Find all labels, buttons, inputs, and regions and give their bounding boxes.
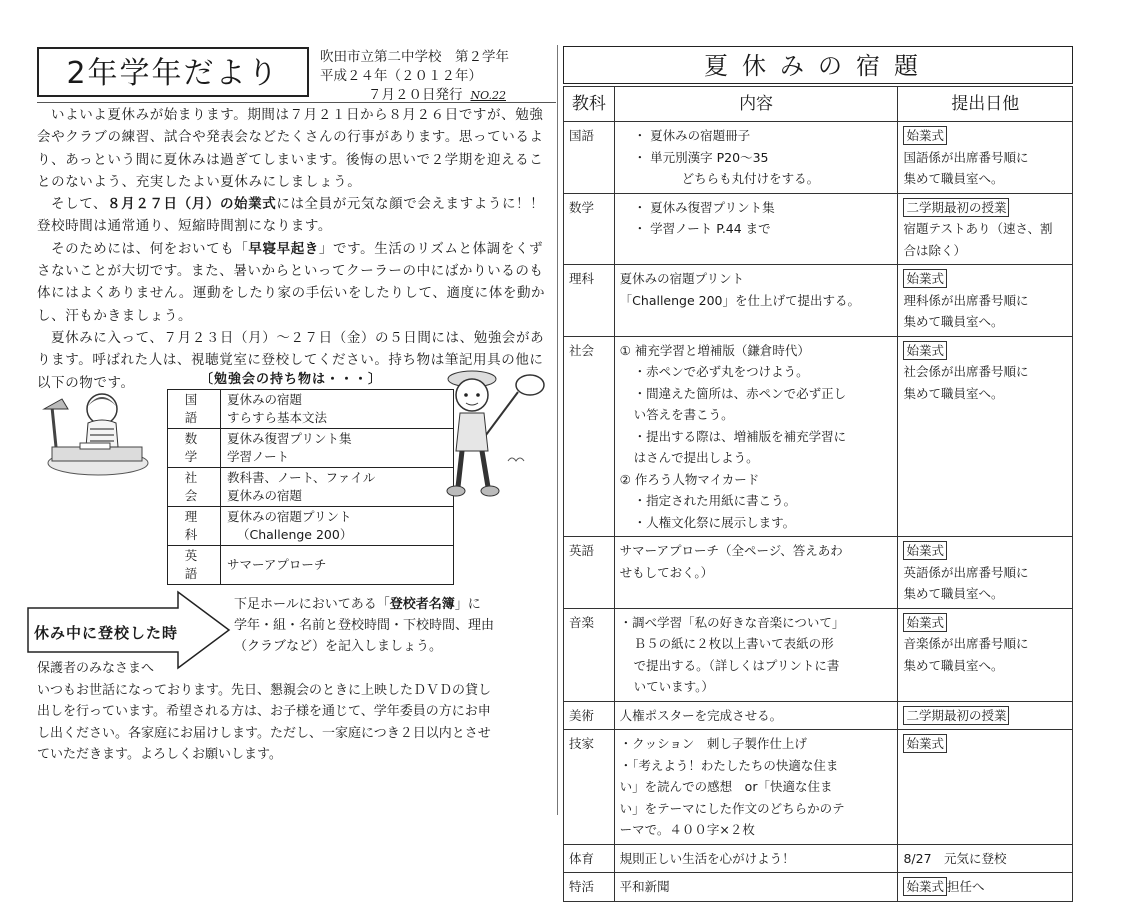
submission-when: 始業式 [903,341,947,360]
header-content: 内容 [614,87,898,122]
submission-line: 集めて職員室へ。 [903,657,1004,673]
content-line: ・指定された用紙に書こう。 [633,493,797,508]
boy-with-net-illustration [438,365,553,510]
content-line: Ｂ５の紙に２枚以上書いて表紙の形 [633,636,834,651]
content-cell [614,608,898,701]
submission-cell [898,608,1073,701]
submission-line: 宿題テストあり（速さ、割 [903,221,1053,236]
intro-p3-bold: 早寝早起き [248,240,319,257]
parents-line: し出ください。各家庭にお届けします。ただし、一家庭につき２日以内とさせ [37,725,491,741]
table-header-row [564,87,1073,122]
table-row [564,844,1073,873]
content-line: サマーアプローチ（全ページ、答えあわ [619,543,843,558]
intro-text [37,104,555,394]
intro-p2-c: には全員が元気な顔で会えますように！！登校時間は通常通り、短縮時間割になります。 [37,196,545,235]
submission-cell [898,265,1073,337]
submission-cell [898,537,1073,609]
items-cell [221,390,454,429]
arrival-line-1 [234,594,554,615]
subject-cell: 英語 [564,537,615,609]
content-line: い答えを書こう。 [633,407,734,422]
submission-when: 始業式 [903,541,947,560]
content-line: 「Challenge 200」を仕上げて提出する。 [619,292,860,308]
parents-salutation: 保護者のみなさまへ [37,661,155,676]
items-cell [221,429,454,468]
submission-when: 始業式 [903,734,947,753]
subject-cell: 音楽 [564,608,615,701]
table-row [168,507,454,546]
content-cell [614,265,898,337]
homework-table [563,86,1073,902]
content-line: ・ 単元別漢字 P20～35 [633,149,769,165]
content-line: どちらも丸付けをする。 [681,171,820,186]
intro-p2-bold: ８月２７日（月）の始業式 [107,196,277,213]
column-divider [557,45,558,815]
items-cell [221,546,454,585]
arrival-line-2: 学年・組・名前と登校時間・下校時間、理由 [234,618,495,633]
item-line: 夏休みの宿題 [227,392,303,407]
content-line: ・間違えた箇所は、赤ペンで必ず正し [633,385,847,401]
content-line: ・ 学習ノート P.44 まで [633,221,771,236]
intro-paragraph-3 [37,238,555,327]
submission-cell [898,193,1073,265]
table-row [564,873,1073,902]
submission-cell [898,701,1073,730]
content-cell [614,844,898,873]
content-line: ・クッション 刺し子製作仕上げ [619,736,807,751]
content-line: ・人権文化祭に展示します。 [633,514,796,530]
content-line: ・赤ペンで必ず丸をつけよう。 [633,364,809,379]
subject-cell: 体育 [564,844,615,873]
intro-paragraph-1: いよいよ夏休みが始まります。期間は７月２１日から８月２６日ですが、勉強会やクラブの練習、試合や発表会などたくさんの行事があります。思っているより、あっという間に夏休みは過ぎてしまいます。後悔の思いで２学期を迎えることのないよう、充実したよい夏休みにしましょう。 [37,107,544,190]
issue-date: ７月２０日発行 [368,87,463,103]
parents-line: いつもお世話になっております。先日、懇親会のときに上映したＤＶＤの貸し [37,682,491,698]
submission-line: 英語係が出席番号順に [903,564,1029,580]
submission-cell [898,873,1073,902]
table-row [168,390,454,429]
submission-line: 集めて職員室へ。 [903,586,1004,601]
item-line: 学習ノート [227,449,290,464]
homework-title: 夏休みの宿題 [563,46,1073,84]
item-line: サマーアプローチ [227,557,327,572]
girl-studying-illustration [40,385,150,480]
subject-cell: 技家 [564,730,615,845]
content-line: ・提出する際は、増補版を補充学習に [633,428,847,444]
submission-when: 始業式 [903,877,947,896]
item-line: 教科書、ノート、ファイル [227,470,376,485]
submission-line: 理科係が出席番号順に [903,292,1029,308]
subject-cell: 社会 [564,336,615,537]
submission-when: 始業式 [903,269,947,288]
content-cell [614,873,898,902]
subject-cell: 美術 [564,701,615,730]
subject-cell: 社会 [168,468,221,507]
header-submission: 提出日他 [898,87,1073,122]
subject-cell: 数学 [564,193,615,265]
subject-cell: 国語 [168,390,221,429]
arrow-label: 休み中に登校した時 [34,624,179,642]
content-line: 平和新聞 [619,879,670,894]
items-cell [221,507,454,546]
content-cell [614,122,898,194]
submission-cell [898,844,1073,873]
parents-line: 出しを行っています。希望される方は、お子様を通じて、学年委員の方にお申 [37,704,491,719]
content-line: 人権ポスターを完成させる。 [619,707,783,723]
submission-line: 社会係が出席番号順に [903,364,1029,379]
submission-when: 二学期最初の授業 [903,706,1009,725]
submission-line: 集めて職員室へ。 [903,171,1004,186]
item-line: （Challenge 200） [237,527,353,542]
intro-p3-a: そのためには、何をおいても「 [51,240,249,257]
table-row [564,193,1073,265]
table-row [564,537,1073,609]
content-line: い」をテーマにした作文のどちらかのテ [619,800,845,816]
table-row [564,265,1073,337]
content-line: はさんで提出しよう。 [633,450,759,465]
content-cell [614,537,898,609]
subject-cell: 数学 [168,429,221,468]
intro-p2-a: そして、 [51,196,108,213]
submission-to: 担任へ [946,879,985,894]
content-line: で提出する。（詳しくはプリントに書 [633,657,840,673]
table-row [564,122,1073,194]
arrival-l1-c: 」に [454,597,481,612]
table-row [168,468,454,507]
content-line: ・「考えよう！わたしたちの快適な住ま [619,757,839,773]
content-line: 規則正しい生活を心がけよう！ [619,850,795,866]
content-line: ① 補充学習と増補版（鎌倉時代） [619,342,810,358]
table-row [564,730,1073,845]
intro-paragraph-4: 夏休みに入って、７月２３日（月）～２７日（金）の５日間には、勉強会があります。呼ばれた人は、視聴覚室に登校してください。持ち物は筆記用具の他に以下の物です。 [37,329,545,391]
content-line: ・ 夏休み復習プリント集 [633,199,775,215]
submission-line: 音楽係が出席番号順に [903,636,1029,651]
content-line: ・調べ学習「私の好きな音楽について」 [619,614,845,630]
content-line: せもしておく。） [619,564,714,580]
submission-cell [898,122,1073,194]
arrival-l1-a: 下足ホールにおいてある「 [234,597,390,612]
submission-line: 8/27 元気に登校 [903,850,1007,866]
table-row [168,429,454,468]
parents-line: ていただきます。よろしくお願いします。 [37,747,282,762]
submission-line: 集めて職員室へ。 [903,314,1004,329]
parents-notice [37,658,557,766]
submission-cell [898,336,1073,537]
content-cell [614,336,898,537]
items-cell [221,468,454,507]
newsletter-title: 2年学年だより [37,47,309,97]
submission-line: 合は除く） [903,242,966,258]
intro-paragraph-2 [37,193,555,238]
submission-when: 始業式 [903,126,947,145]
content-line: ・ 夏休みの宿題冊子 [633,128,751,143]
submission-when: 二学期最初の授業 [903,198,1009,217]
intro-p3-c: 」です。生活のリズムと体調をくずさないことが大切です。また、暑いからといってクーラーの中にばかりいるのも体にはよくありません。運動をしたり家の手伝いをしたりして、適度に体を動かし、汗もかきましょう。 [37,240,546,324]
arrival-line-3: （クラブなど）を記入しましょう。 [234,639,443,654]
submission-line: 国語係が出席番号順に [903,149,1029,165]
issue-number: NO.22 [470,89,506,102]
content-line: いています。） [633,679,714,694]
table-row [564,336,1073,537]
submission-line: 集めて職員室へ。 [903,385,1004,401]
header-divider [37,102,556,103]
item-line: 夏休み復習プリント集 [227,431,352,446]
arrival-l1-bold: 登校者名簿 [389,597,455,612]
submission-cell [898,730,1073,845]
item-line: すらすら基本文法 [227,410,328,425]
content-cell [614,701,898,730]
content-line: 夏休みの宿題プリント [619,271,745,286]
table-row [564,608,1073,701]
item-line: 夏休みの宿題 [227,488,303,503]
subject-cell: 理科 [564,265,615,337]
table-row [564,701,1073,730]
table-row [168,546,454,585]
study-items-table [167,389,454,585]
header-subject: 教科 [564,87,615,122]
arrival-instructions [234,594,554,657]
content-line: ーマで。４００字×２枚 [619,822,755,837]
school-name: 吹田市立第二中学校 第２学年 [320,49,509,65]
content-line: い」を読んでの感想 or「快適な住ま [619,779,833,794]
subject-cell: 特活 [564,873,615,902]
study-items-title: 〔勉強会の持ち物は・・・〕 [200,372,383,387]
content-cell [614,193,898,265]
era-year: 平成２４年（２０１２年） [320,68,482,84]
subject-cell: 英語 [168,546,221,585]
subject-cell: 国語 [564,122,615,194]
school-info [318,48,556,105]
subject-cell: 理科 [168,507,221,546]
item-line: 夏休みの宿題プリント [227,509,352,524]
content-line: ② 作ろう人物マイカード [619,471,760,487]
submission-when: 始業式 [903,613,947,632]
content-cell [614,730,898,845]
